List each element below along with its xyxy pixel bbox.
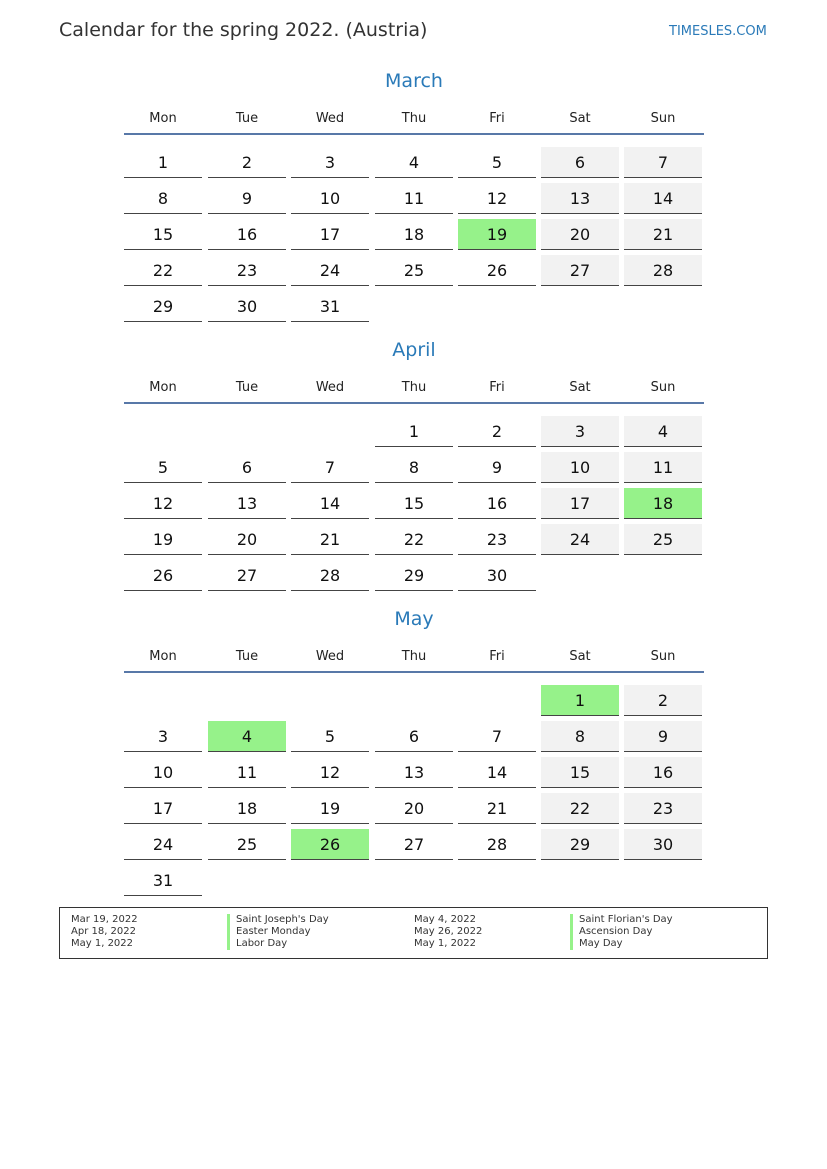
day-cell: 26 <box>124 560 202 591</box>
weekday-label: Tue <box>235 649 259 664</box>
day-cell: 12 <box>291 757 369 788</box>
weekday-header <box>124 380 704 396</box>
day-cell: 23 <box>624 793 702 824</box>
header-rule <box>124 402 704 404</box>
day-cell: 7 <box>291 452 369 483</box>
holiday-legend <box>59 907 768 959</box>
weekday-label: Tue <box>235 380 259 395</box>
weekday-label: Wed <box>315 380 345 395</box>
day-cell: 30 <box>624 829 702 860</box>
legend-holiday-name: Labor Day <box>227 938 287 950</box>
day-cell: 21 <box>624 219 702 250</box>
day-cell: 1 <box>375 416 453 447</box>
month-title: May <box>394 608 434 630</box>
weekday-label: Mon <box>149 111 177 126</box>
weekday-label: Thu <box>401 380 427 395</box>
day-cell: 16 <box>624 757 702 788</box>
weekday-label: Sat <box>569 649 591 664</box>
weekday-label: Tue <box>235 111 259 126</box>
weekday-label: Fri <box>489 649 505 664</box>
day-cell: 3 <box>541 416 619 447</box>
month-april <box>124 339 704 599</box>
day-cell: 17 <box>541 488 619 519</box>
day-cell: 30 <box>208 291 286 322</box>
day-cell: 2 <box>458 416 536 447</box>
day-cell: 10 <box>541 452 619 483</box>
legend-holiday-name: Easter Monday <box>227 926 311 938</box>
weekday-label: Sun <box>650 380 676 395</box>
legend-date: May 1, 2022 <box>71 938 134 949</box>
legend-holiday-name: Saint Joseph's Day <box>227 914 329 926</box>
day-cell: 25 <box>208 829 286 860</box>
weekday-label: Thu <box>401 111 427 126</box>
page-title: Calendar for the spring 2022. (Austria) <box>59 19 428 41</box>
day-cell: 28 <box>291 560 369 591</box>
weekday-label: Mon <box>149 380 177 395</box>
day-cell: 28 <box>624 255 702 286</box>
day-cell: 9 <box>208 183 286 214</box>
day-cell: 6 <box>541 147 619 178</box>
day-cell: 3 <box>124 721 202 752</box>
day-cell: 11 <box>375 183 453 214</box>
day-cell: 10 <box>124 757 202 788</box>
holiday-day-cell: 4 <box>208 721 286 752</box>
day-cell: 20 <box>208 524 286 555</box>
day-cell: 29 <box>375 560 453 591</box>
day-cell: 6 <box>375 721 453 752</box>
weekday-label: Fri <box>489 111 505 126</box>
holiday-day-cell: 19 <box>458 219 536 250</box>
day-cell: 25 <box>375 255 453 286</box>
day-cell: 5 <box>458 147 536 178</box>
day-cell: 22 <box>124 255 202 286</box>
day-cell: 7 <box>624 147 702 178</box>
day-cell: 30 <box>458 560 536 591</box>
day-cell: 23 <box>208 255 286 286</box>
day-cell: 9 <box>624 721 702 752</box>
day-cell: 16 <box>208 219 286 250</box>
day-cell: 24 <box>541 524 619 555</box>
day-cell: 24 <box>291 255 369 286</box>
legend-holiday-name: Saint Florian's Day <box>570 914 673 926</box>
day-cell: 15 <box>375 488 453 519</box>
day-cell: 22 <box>375 524 453 555</box>
weekday-label: Sun <box>650 111 676 126</box>
day-cell: 19 <box>124 524 202 555</box>
day-cell: 20 <box>541 219 619 250</box>
holiday-day-cell: 18 <box>624 488 702 519</box>
weekday-label: Mon <box>149 649 177 664</box>
day-cell: 8 <box>124 183 202 214</box>
day-cell: 13 <box>541 183 619 214</box>
day-cell: 26 <box>458 255 536 286</box>
legend-date: May 26, 2022 <box>414 926 483 937</box>
day-cell: 14 <box>624 183 702 214</box>
day-cell: 4 <box>375 147 453 178</box>
header-rule <box>124 133 704 135</box>
weekday-header <box>124 649 704 665</box>
month-march <box>124 70 704 330</box>
day-cell: 11 <box>208 757 286 788</box>
day-cell: 27 <box>541 255 619 286</box>
weekday-label: Thu <box>401 649 427 664</box>
day-cell: 18 <box>375 219 453 250</box>
day-cell: 31 <box>124 865 202 896</box>
weekday-label: Sun <box>650 649 676 664</box>
day-cell: 10 <box>291 183 369 214</box>
day-cell: 6 <box>208 452 286 483</box>
day-cell: 2 <box>208 147 286 178</box>
day-cell: 21 <box>291 524 369 555</box>
day-cell: 8 <box>541 721 619 752</box>
day-cell: 3 <box>291 147 369 178</box>
holiday-day-cell: 1 <box>541 685 619 716</box>
day-cell: 5 <box>124 452 202 483</box>
day-cell: 12 <box>124 488 202 519</box>
day-cell: 27 <box>208 560 286 591</box>
day-cell: 18 <box>208 793 286 824</box>
site-link[interactable]: TIMESLES.COM <box>669 24 767 39</box>
day-cell: 13 <box>375 757 453 788</box>
day-cell: 15 <box>541 757 619 788</box>
weekday-label: Sat <box>569 380 591 395</box>
day-cell: 2 <box>624 685 702 716</box>
weekday-label: Fri <box>489 380 505 395</box>
weekday-header <box>124 111 704 127</box>
day-cell: 11 <box>624 452 702 483</box>
month-title: April <box>392 339 436 361</box>
day-cell: 17 <box>124 793 202 824</box>
day-cell: 19 <box>291 793 369 824</box>
day-cell: 15 <box>124 219 202 250</box>
day-cell: 16 <box>458 488 536 519</box>
weekday-label: Wed <box>315 111 345 126</box>
legend-date: Apr 18, 2022 <box>71 926 137 937</box>
day-cell: 7 <box>458 721 536 752</box>
legend-date: May 1, 2022 <box>414 938 477 949</box>
day-cell: 27 <box>375 829 453 860</box>
day-cell: 4 <box>624 416 702 447</box>
legend-date: Mar 19, 2022 <box>71 914 138 925</box>
day-cell: 22 <box>541 793 619 824</box>
month-title: March <box>385 70 443 92</box>
header-rule <box>124 671 704 673</box>
day-cell: 20 <box>375 793 453 824</box>
day-cell: 21 <box>458 793 536 824</box>
day-cell: 28 <box>458 829 536 860</box>
day-cell: 25 <box>624 524 702 555</box>
day-cell: 1 <box>124 147 202 178</box>
legend-holiday-name: May Day <box>570 938 623 950</box>
day-cell: 14 <box>458 757 536 788</box>
day-cell: 12 <box>458 183 536 214</box>
day-cell: 14 <box>291 488 369 519</box>
day-cell: 29 <box>124 291 202 322</box>
day-cell: 23 <box>458 524 536 555</box>
weekday-label: Wed <box>315 649 345 664</box>
weekday-label: Sat <box>569 111 591 126</box>
legend-holiday-name: Ascension Day <box>570 926 652 938</box>
day-cell: 5 <box>291 721 369 752</box>
day-cell: 24 <box>124 829 202 860</box>
day-cell: 17 <box>291 219 369 250</box>
day-cell: 8 <box>375 452 453 483</box>
legend-date: May 4, 2022 <box>414 914 477 925</box>
day-cell: 9 <box>458 452 536 483</box>
day-cell: 13 <box>208 488 286 519</box>
holiday-day-cell: 26 <box>291 829 369 860</box>
day-cell: 31 <box>291 291 369 322</box>
day-cell: 29 <box>541 829 619 860</box>
month-may <box>124 608 704 890</box>
